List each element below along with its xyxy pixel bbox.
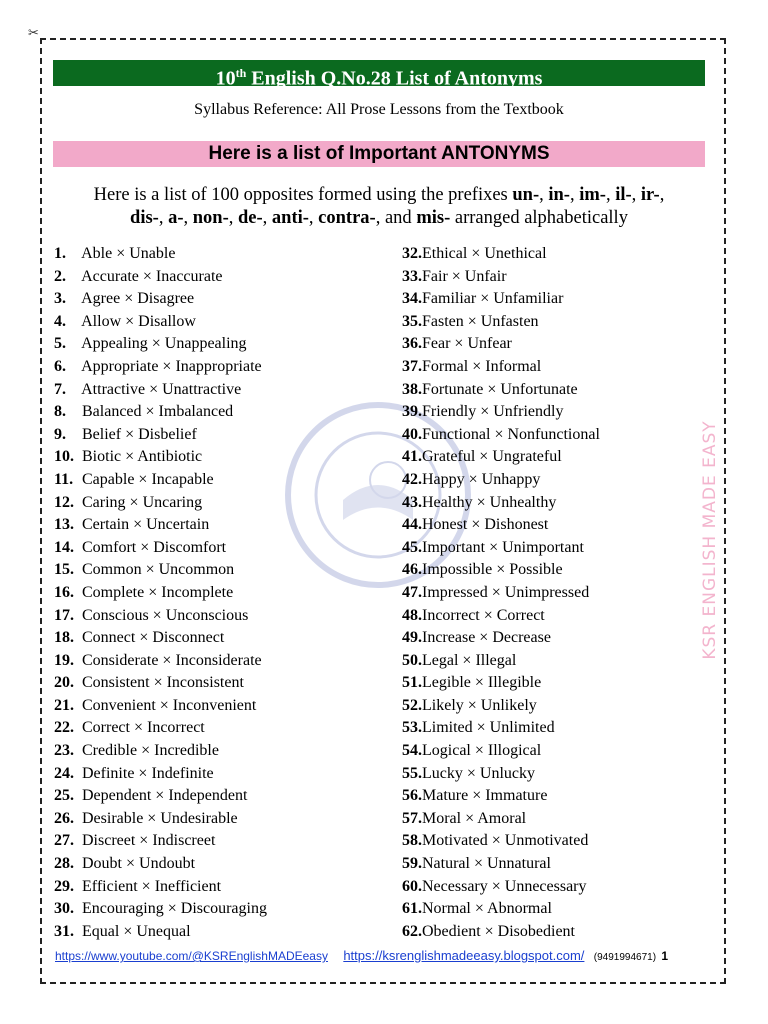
list-item: [402, 401, 600, 424]
antonym-pair: Comfort × Discomfort: [82, 538, 227, 556]
antonym-pair: Impressed × Unimpressed: [422, 583, 590, 601]
antonym-pair: Motivated × Unmotivated: [422, 832, 589, 850]
list-item: [402, 266, 600, 289]
item-number: 50.: [402, 651, 422, 669]
antonym-pair: Fasten × Unfasten: [422, 312, 539, 330]
prefix-non: non-: [192, 208, 229, 228]
list-item: [54, 605, 267, 628]
list-item: [402, 582, 600, 605]
list-item: [54, 695, 267, 718]
antonym-pair: Connect × Disconnect: [82, 629, 225, 647]
list-item: [402, 672, 600, 695]
antonym-pair: Allow × Disallow: [81, 312, 196, 330]
antonym-pair: Definite × Indefinite: [82, 764, 214, 782]
prefix-il: il-: [615, 185, 632, 205]
antonym-pair: Discreet × Indiscreet: [82, 832, 216, 850]
list-item: [402, 311, 600, 334]
item-number: 40.: [402, 425, 422, 443]
antonym-pair: Legible × Illegible: [422, 674, 542, 692]
title-grade-suffix: th: [235, 66, 247, 80]
list-item: [54, 921, 267, 944]
antonym-pair: Convenient × Inconvenient: [82, 696, 257, 714]
item-number: 12.: [54, 493, 74, 511]
item-number: 9.: [54, 425, 66, 443]
antonym-pair: Appropriate × Inappropriate: [81, 357, 262, 375]
item-number: 55.: [402, 764, 422, 782]
list-item: [402, 627, 600, 650]
list-item: [402, 559, 600, 582]
syllabus-reference: Syllabus Reference: All Prose Lessons from the Textbook: [194, 101, 564, 118]
item-number: 4.: [54, 312, 66, 330]
item-number: 32.: [402, 245, 422, 262]
item-number: 57.: [402, 809, 422, 827]
intro-sep: ,: [308, 208, 319, 228]
item-number: 22.: [54, 719, 74, 737]
antonym-pair: Grateful × Ungrateful: [422, 448, 562, 466]
antonym-pair: Likely × Unlikely: [422, 696, 537, 714]
antonym-pair: Considerate × Inconsiderate: [82, 651, 262, 669]
item-number: 54.: [402, 742, 422, 760]
intro-sep: ,: [605, 185, 616, 205]
item-number: 15.: [54, 561, 74, 579]
antonym-pair: Certain × Uncertain: [82, 516, 210, 534]
item-number: 59.: [402, 855, 422, 873]
antonym-pair: Efficient × Inefficient: [82, 877, 222, 895]
item-number: 1.: [54, 245, 66, 262]
prefix-im: im-: [579, 185, 606, 205]
list-item: [402, 469, 600, 492]
item-number: 53.: [402, 719, 422, 737]
antonym-pair: Capable × Incapable: [82, 470, 214, 488]
antonym-list-left: [54, 243, 267, 943]
antonym-pair: Happy × Unhappy: [422, 470, 541, 488]
list-item: [54, 763, 267, 786]
prefix-a: a-: [168, 208, 184, 228]
item-number: 28.: [54, 855, 74, 873]
list-item: [54, 356, 267, 379]
intro-sep: ,: [158, 208, 169, 228]
list-item: [402, 763, 600, 786]
item-number: 13.: [54, 516, 74, 534]
intro-sep: ,: [659, 185, 665, 205]
antonym-pair: Fortunate × Unfortunate: [422, 380, 578, 398]
item-number: 11.: [54, 470, 74, 488]
item-number: 34.: [402, 290, 422, 308]
phone-number: (9491994671): [593, 952, 657, 963]
antonym-pair: Healthy × Unhealthy: [422, 493, 557, 511]
antonym-pair: Friendly × Unfriendly: [422, 403, 564, 421]
antonym-pair: Doubt × Undoubt: [82, 855, 196, 873]
item-number: 18.: [54, 629, 74, 647]
antonym-pair: Credible × Incredible: [82, 742, 219, 760]
antonym-pair: Correct × Incorrect: [82, 719, 205, 737]
antonym-pair: Encouraging × Discouraging: [82, 900, 267, 918]
list-item: [402, 424, 600, 447]
list-item: [54, 898, 267, 921]
list-item: [54, 672, 267, 695]
list-item: [402, 379, 600, 402]
antonym-pair: Increase × Decrease: [422, 629, 551, 647]
item-number: 49.: [402, 629, 422, 647]
antonym-pair: Common × Uncommon: [82, 561, 235, 579]
section-banner: Here is a list of Important ANTONYMS: [53, 141, 705, 167]
antonym-pair: Natural × Unnatural: [422, 855, 551, 873]
youtube-link[interactable]: https://www.youtube.com/@KSREnglishMADEeasy: [55, 949, 328, 963]
list-item: [402, 695, 600, 718]
prefix-de: de-: [238, 208, 263, 228]
item-number: 20.: [54, 674, 74, 692]
list-item: [402, 785, 600, 808]
list-item: [402, 921, 600, 944]
antonym-pair: Functional × Nonfunctional: [422, 425, 600, 443]
item-number: 36.: [402, 335, 422, 353]
antonym-pair: Dependent × Independent: [82, 787, 248, 805]
scissors-icon: ✂: [28, 26, 39, 41]
item-number: 45.: [402, 538, 422, 556]
antonym-pair: Attractive × Unattractive: [81, 380, 242, 398]
item-number: 16.: [54, 583, 74, 601]
antonym-list-right: [402, 243, 600, 943]
list-item: [402, 446, 600, 469]
item-number: 14.: [54, 538, 74, 556]
list-item: [402, 898, 600, 921]
list-item: [402, 514, 600, 537]
antonym-pair: Impossible × Possible: [422, 561, 563, 579]
antonym-pair: Familiar × Unfamiliar: [422, 290, 564, 308]
intro-sep: , and: [375, 208, 417, 228]
list-item: [54, 559, 267, 582]
antonym-pair: Limited × Unlimited: [422, 719, 555, 737]
antonym-pair: Agree × Disagree: [81, 290, 195, 308]
item-number: 37.: [402, 357, 422, 375]
intro-sep: ,: [262, 208, 272, 228]
prefix-contra: contra-: [318, 208, 376, 228]
item-number: 46.: [402, 561, 422, 579]
antonym-pair: Logical × Illogical: [422, 742, 542, 760]
antonym-pair: Consistent × Inconsistent: [82, 674, 244, 692]
list-item: [54, 876, 267, 899]
antonym-pair: Belief × Disbelief: [82, 425, 197, 443]
intro-text: Here is a list of 100 opposites formed using the prefixes: [93, 185, 513, 205]
list-item: [402, 650, 600, 673]
item-number: 31.: [54, 922, 74, 940]
item-number: 47.: [402, 583, 422, 601]
list-item: [54, 401, 267, 424]
prefix-mis: mis-: [416, 208, 451, 228]
list-item: [54, 243, 267, 266]
list-item: [54, 808, 267, 831]
list-item: [54, 537, 267, 560]
item-number: 17.: [54, 606, 74, 624]
list-item: [402, 288, 600, 311]
list-item: [54, 311, 267, 334]
item-number: 30.: [54, 900, 74, 918]
list-item: [54, 853, 267, 876]
list-item: [54, 446, 267, 469]
title-text: English Q.No.28 List of Antonyms: [251, 67, 543, 90]
item-number: 43.: [402, 493, 422, 511]
list-item: [54, 740, 267, 763]
list-item: [402, 717, 600, 740]
list-item: [402, 243, 600, 266]
antonym-pair: Biotic × Antibiotic: [82, 448, 203, 466]
prefix-in: in-: [548, 185, 570, 205]
item-number: 27.: [54, 832, 74, 850]
list-item: [402, 830, 600, 853]
item-number: 10.: [54, 448, 74, 466]
list-item: [402, 333, 600, 356]
antonym-pair: Caring × Uncaring: [82, 493, 203, 511]
list-item: [54, 785, 267, 808]
list-item: [54, 288, 267, 311]
item-number: 7.: [54, 380, 66, 398]
item-number: 8.: [54, 403, 66, 421]
item-number: 3.: [54, 290, 66, 308]
item-number: 39.: [402, 403, 422, 421]
antonym-pair: Honest × Dishonest: [422, 516, 549, 534]
list-item: [54, 333, 267, 356]
footer: [55, 948, 705, 963]
list-item: [54, 492, 267, 515]
list-item: [54, 514, 267, 537]
prefix-un: un-: [512, 185, 540, 205]
item-number: 58.: [402, 832, 422, 850]
side-watermark-text: KSR ENGLISH MADE EASY: [700, 420, 720, 660]
title-grade: 10: [215, 67, 236, 90]
antonym-pair: Moral × Amoral: [422, 809, 527, 827]
antonym-pair: Normal × Abnormal: [422, 900, 552, 918]
antonym-pair: Formal × Informal: [422, 357, 542, 375]
antonym-pair: Conscious × Unconscious: [82, 606, 249, 624]
list-item: [402, 356, 600, 379]
item-number: 48.: [402, 606, 422, 624]
prefix-ir: ir-: [640, 185, 660, 205]
antonym-pair: Obedient × Disobedient: [422, 922, 575, 940]
item-number: 2.: [54, 267, 66, 285]
list-item: [402, 740, 600, 763]
antonym-pair: Lucky × Unlucky: [422, 764, 535, 782]
list-item: [54, 627, 267, 650]
list-item: [54, 582, 267, 605]
item-number: 44.: [402, 516, 422, 534]
list-item: [54, 266, 267, 289]
prefix-dis: dis-: [130, 208, 159, 228]
list-item: [402, 492, 600, 515]
item-number: 19.: [54, 651, 74, 669]
list-item: [402, 853, 600, 876]
list-item: [402, 537, 600, 560]
item-number: 29.: [54, 877, 74, 895]
antonym-pair: Necessary × Unnecessary: [422, 877, 587, 895]
item-number: 26.: [54, 809, 74, 827]
page-number: 1: [661, 949, 669, 963]
item-number: 51.: [402, 674, 422, 692]
list-item: [54, 650, 267, 673]
item-number: 5.: [54, 335, 66, 353]
item-number: 25.: [54, 787, 74, 805]
list-item: [54, 469, 267, 492]
antonym-pair: Fair × Unfair: [422, 267, 507, 285]
item-number: 56.: [402, 787, 422, 805]
intro-sep: ,: [228, 208, 238, 228]
antonym-pair: Appealing × Unappealing: [81, 335, 247, 353]
item-number: 24.: [54, 764, 74, 782]
item-number: 33.: [402, 267, 422, 285]
blog-link[interactable]: https://ksrenglishmadeeasy.blogspot.com/: [343, 948, 585, 963]
item-number: 42.: [402, 470, 422, 488]
intro-sep: ,: [539, 185, 549, 205]
antonym-pair: Able × Unable: [81, 245, 176, 262]
list-item: [54, 424, 267, 447]
side-watermark: [700, 420, 720, 660]
antonym-pair: Ethical × Unethical: [422, 245, 547, 262]
item-number: 52.: [402, 696, 422, 714]
antonym-pair: Mature × Immature: [422, 787, 548, 805]
item-number: 38.: [402, 380, 422, 398]
intro-paragraph: [53, 184, 705, 230]
list-item: [402, 876, 600, 899]
list-item: [54, 379, 267, 402]
intro-sep: ,: [631, 185, 641, 205]
antonym-pair: Complete × Incomplete: [82, 583, 234, 601]
item-number: 6.: [54, 357, 66, 375]
antonym-pair: Balanced × Imbalanced: [82, 403, 234, 421]
item-number: 61.: [402, 900, 422, 918]
item-number: 21.: [54, 696, 74, 714]
item-number: 23.: [54, 742, 74, 760]
antonym-pair: Fear × Unfear: [422, 335, 512, 353]
item-number: 60.: [402, 877, 422, 895]
page-title: [53, 60, 705, 90]
list-item: [402, 808, 600, 831]
intro-sep: ,: [569, 185, 580, 205]
item-number: 62.: [402, 922, 422, 940]
antonym-pair: Accurate × Inaccurate: [81, 267, 223, 285]
list-item: [402, 605, 600, 628]
list-item: [54, 830, 267, 853]
antonym-pair: Incorrect × Correct: [422, 606, 545, 624]
list-item: [54, 717, 267, 740]
antonym-pair: Desirable × Undesirable: [82, 809, 238, 827]
antonym-pair: Important × Unimportant: [422, 538, 584, 556]
intro-text: arranged alphabetically: [450, 208, 628, 228]
item-number: 35.: [402, 312, 422, 330]
antonym-pair: Equal × Unequal: [82, 922, 191, 940]
item-number: 41.: [402, 448, 422, 466]
intro-sep: ,: [183, 208, 193, 228]
prefix-anti: anti-: [271, 208, 309, 228]
antonym-pair: Legal × Illegal: [422, 651, 517, 669]
